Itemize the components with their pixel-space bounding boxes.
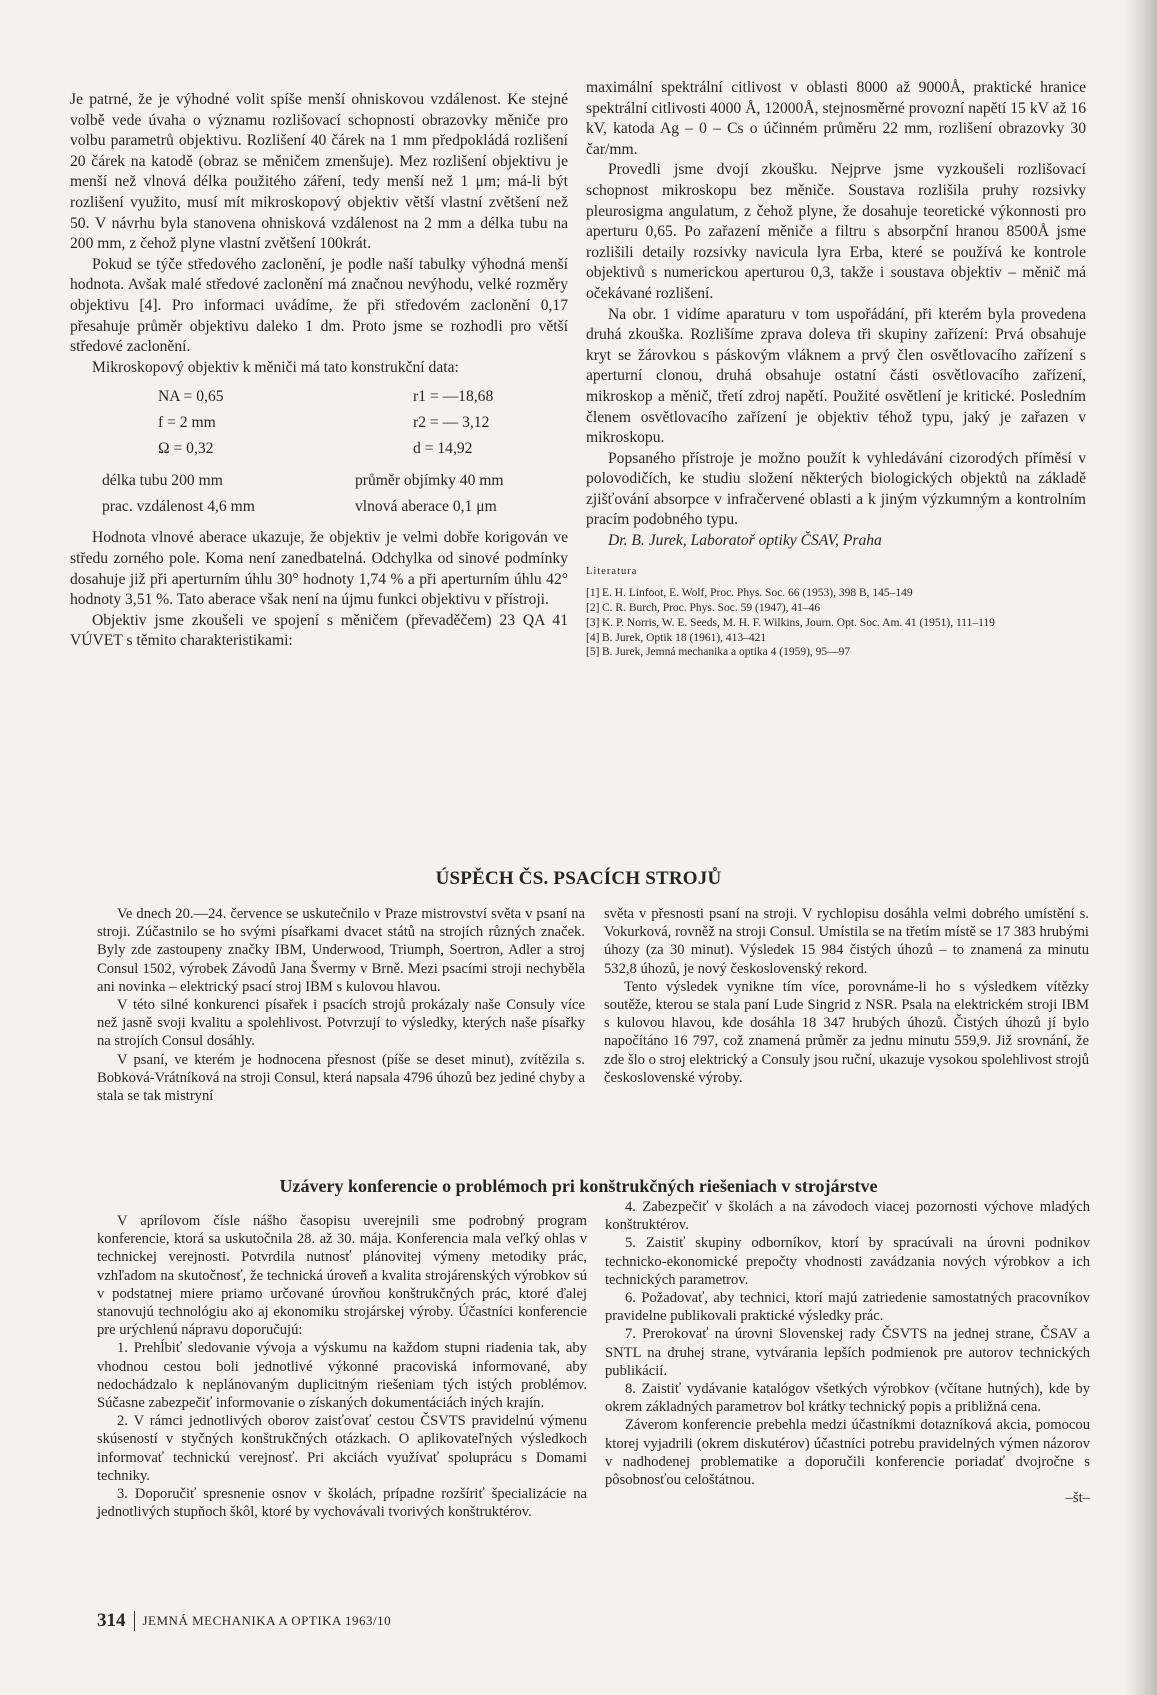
formula-d: d = 14,92 [413, 440, 473, 458]
paragraph: Ve dnech 20.—24. července se uskutečnilo v Praze mistrovství světa v psaní na stroji. Zúčastnilo se ho svými písařkami dvacet států na strojích různých značek. Byly zde zastoupeny značky IBM, Underwood, Triumph, Soertron, Adler a stroj Consul 1502, výrobek Závodů Jana Švermy v Brně. Mezi psacími stroji nechyběla ani novinka – elektrický psací stroj IBM s kulovou hlavou. [97, 906, 585, 995]
paragraph: 2. V rámci jednotlivých oborov zaisťovať cestou ČSVTS pravidelnú výmenu skúseností v styčných konštrukčných otázkach. O aplikovateľných výsledkoch informovať technickú verejnosť. Pri akciách využívať spoluprácu s Domami techniky. [97, 1413, 587, 1484]
working-distance: prac. vzdálenost 4,6 mm [102, 498, 255, 516]
reference-item: [2] C. R. Burch, Proc. Phys. Soc. 59 (1947), 41–46 [586, 602, 821, 615]
conference-right-column [605, 1198, 1090, 1507]
paragraph: V psaní, ve kterém je hodnocena přesnost (píše se deset minut), zvítězila s. Bobková-Vrátníková na stroji Consul, která napsala 4796 úhozů bez jediné chyby a stala se tak mistryní [97, 1051, 585, 1105]
reference-item: [3] K. P. Norris, W. E. Seeds, M. H. F. Wilkins, Journ. Opt. Soc. Am. 41 (1951), 111–119 [586, 616, 995, 629]
reference-item: [5] B. Jurek, Jemná mechanika a optika 4 (1959), 95—97 [586, 646, 851, 659]
typewriters-left-column [97, 905, 585, 1105]
formula-r2: r2 = — 3,12 [413, 414, 490, 432]
journal-name: JEMNÁ MECHANIKA A OPTIKA 1963/10 [142, 1613, 392, 1628]
page-footer [97, 1610, 391, 1632]
formula-na: NA = 0,65 [158, 388, 224, 406]
paragraph: 7. Prerokovať na úrovni Slovenskej rady ČSVTS na jednej strane, ČSAV a SNTL na druhej strane, vytvárania lepších podmienok pre autorov technických publikácií. [605, 1326, 1090, 1379]
author-signature: –št– [1065, 1490, 1090, 1507]
paragraph: Popsaného přístroje je možno použít k vyhledávání cizorodých příměsí v polovodičích, ke studiu složení některých biologických objektů na základě zjišťování absorpce v infračervené oblasti a k jiným výzkumným a kontrolním pracím podobného typu. [586, 449, 1086, 529]
formula-f: f = 2 mm [158, 414, 216, 432]
paragraph: V této silné konkurenci písařek i psacích strojů prokázaly naše Consuly více než jasně svoji kvalitu a spolehlivost. Potvrzují to výsledky, kterých naše písařky na strojích Consul dosáhly. [97, 997, 585, 1050]
reference-list [586, 586, 1086, 660]
wave-aberration: vlnová aberace 0,1 μm [355, 498, 497, 516]
page-edge-shadow [1125, 0, 1157, 1695]
paragraph: Provedli jsme dvojí zkoušku. Nejprve jsme vyzkoušeli rozlišovací schopnost mikroskopu bez měniče. Soustava rozlišila pruhy rozsivky pleurosigma angulatum, z čehož plyne, že dosahuje teoretické výkonnosti pro aperturu 0,65. Po zařazení měniče a filtru s absorpční hranou 8500Å jsme rozlišili detaily rozsivky navicula lyra Erba, které se používá ke kontrole objektivů s numerickou aperturou 0,3, takže i soustava objektiv – měnič má očekávané rozlišení. [586, 161, 1086, 302]
author-signature: Dr. B. Jurek, Laboratoř optiky ČSAV, Praha [608, 532, 882, 550]
article-title-typewriters: ÚSPĚCH ČS. PSACÍCH STROJŮ [435, 868, 722, 889]
paragraph: Pokud se týče středového zaclonění, je podle naší tabulky výhodná menší hodnota. Avšak malé středové zaclonění má značnou nevýhodu, velké rozměry objektivu [4]. Pro informaci uvádíme, že při středovém zaclonění 0,17 přesahuje průměr objektivu daleko 1 dm. Proto jsme se rozhodli pro větší středové zaclonění. [70, 255, 568, 356]
paragraph: 8. Zaistiť vydávanie katalógov všetkých výrobkov (včítane hutných), kde by okrem základných parametrov bol krátky technický popis a približná cena. [605, 1381, 1090, 1416]
paragraph: Na obr. 1 vidíme aparaturu v tom uspořádání, při kterém byla provedena druhá zkouška. Rozlišíme zprava doleva tři skupiny zařízení: Prvá obsahuje kryt se žárovkou s páskovým vláknem a prvý člen osvětlovacího zařízení s aperturní clonou, druhá obsahuje ostatní části osvětlovacího zařízení, mikroskop a měnič, třetí zdroj napětí. Použité osvětlení je kritické. Posledním členem osvětlovacího zařízení je objektiv téhož typu, jaký je zařazen v mikroskopu. [586, 305, 1086, 447]
article-title-conference: Uzávery konferencie o problémoch pri konštrukčných riešeniach v strojárstve [279, 1176, 878, 1196]
reference-item: [4] B. Jurek, Optik 18 (1961), 413–421 [586, 631, 767, 644]
paragraph: světa v přesnosti psaní na stroji. V rychlopisu dosáhla velmi dobrého umístění s. Vokurková, rovněž na stroji Consul. Umístila se na třetím místě se 17 383 hrubými úhozy (za 30 minut). Výsledek 15 984 čistých úhozů – to znamená za minutu 532,8 úhozů, je nový československý rekord. [604, 906, 1089, 977]
paragraph: Hodnota vlnové aberace ukazuje, že objektiv je velmi dobře korigován ve středu zorného pole. Koma není zanedbatelná. Odchylka od sinové podmínky dosahuje již při aperturním úhlu 30° hodnoty 1,74 % a při aperturním úhlu 42° hodnoty 3,51 %. Tato aberace však není na újmu funkci objektivu v přístroji. [70, 529, 568, 609]
formula-omega: Ω = 0,32 [158, 440, 214, 458]
tube-length: délka tubu 200 mm [102, 472, 223, 490]
objective-data-table [70, 384, 568, 520]
paragraph: 6. Požadovať, aby technici, ktorí majú zatriedenie samostatných pracovníkov pravidelne publikovali praktické výsledky prác. [605, 1290, 1090, 1325]
paragraph: V aprílovom čísle nášho časopisu uverejnili sme podrobný program konferencie, ktorá sa uskutočnila 28. až 30. mája. Konferencia mala veľký ohlas v technickej verejnosti. Potvrdila nutnosť plánovitej výmeny metodiky prác, vzhľadom na skutočnosť, že technická úroveň a kvalita strojárenských výrobkov sú v podstatnej miere priamo určované úrovňou konštrukčných prác, ktoré ďalej stanovujú technológiu ako aj ekonomiku strojárskej výroby. Účastníci konferencie pre urýchlenú nápravu doporučujú: [97, 1213, 587, 1339]
paragraph: 1. Prehĺbiť sledovanie vývoja a výskumu na každom stupni riadenia tak, aby vhodnou cestou boli jednotlivé výkonné pracoviská informované, aby nedochádzalo k neplánovaným duplicitným riešeniam tých istých problémov. Súčasne zabezpečiť informovanie o získaných dokumentáciách iných krajín. [97, 1340, 587, 1412]
paragraph: maximální spektrální citlivost v oblasti 8000 až 9000Å, praktické hranice spektrální citlivosti 4000 Å, 12000Å, stejnosměrné provozní napětí 15 kV až 16 kV, katoda Ag – 0 – Cs o účinném průměru 22 mm, rozlišení obrazovky 30 čar/mm. [586, 79, 1086, 158]
right-column [586, 78, 1086, 660]
paragraph: Mikroskopový objektiv k měniči má tato konstrukční data: [92, 358, 459, 376]
paragraph: Tento výsledek vynikne tím více, porovnáme-li ho s výsledkem vítězky soutěže, kterou se stala paní Lude Singrid z NSR. Psala na elektrickém stroji IBM s kulovou hlavou, kde dosáhla 18 347 hrubých úhozů. Čistých úhozů jí bylo napočítáno 16 797, což znamená průměr za jednu minutu 559,9. Již srovnání, že zde šlo o stroj elektrický a Consuly jsou ruční, ukazuje vysokou spolehlivost strojů československé výroby. [604, 978, 1089, 1086]
mount-diameter: průměr objímky 40 mm [355, 472, 504, 490]
formula-r1: r1 = —18,68 [413, 388, 494, 406]
paragraph: 5. Zaistiť skupiny odborníkov, ktorí by spracúvali na úrovni podnikov technicko-ekonomické prepočty vhodnosti zavádzania nových výrobkov a ich technických parametrov. [605, 1235, 1090, 1288]
typewriters-right-column [604, 905, 1089, 1087]
paragraph: Objektiv jsme zkoušeli ve spojení s měničem (převaděčem) 23 QA 41 VÚVET s těmito charakteristikami: [70, 611, 568, 650]
paragraph: Je patrné, že je výhodné volit spíše menší ohniskovou vzdálenost. Ke stejné volbě vede úvaha o významu rozlišovací schopnosti obrazovky měniče pro volbu parametrů objektivu. Rozlišení 40 čárek na 1 mm předpokládá rozlišení 20 čárek na katodě (obraz se měničem zmenšuje). Mez rozlišení objektivu je menší než vlnová délka použitého záření, tedy menší než 1 μm; má-li být rozlišení využito, musí mít mikroskopový objektiv větší vlastní zvětšení než 50. V návrhu byla stanovena ohnisková vzdálenost na 2 mm a délka tubu na 200 mm, z čehož plyne vlastní zvětšení 100krát. [70, 91, 568, 253]
conference-left-column [97, 1212, 587, 1521]
paragraph: 3. Doporučiť spresnenie osnov v školách, prípadne rozšíriť špecializácie na jednotlivých stupňoch škôl, ktoré by vychovávali tvorivých konštruktérov. [97, 1486, 587, 1521]
literature-heading: Literatura [586, 565, 638, 577]
paragraph: Záverom konferencie prebehla medzi účastníkmi dotazníková akcia, pomocou ktorej vyjadrili (okrem diskutérov) účastníci potrebu pravidelných výmen názorov v nadhodenej problematike a doporučili konferencie poriadať dvojročne s pôsobnosťou celoštátnou. [605, 1417, 1090, 1489]
reference-item: [1] E. H. Linfoot, E. Wolf, Proc. Phys. Soc. 66 (1953), 398 B, 145–149 [586, 587, 913, 600]
left-column [70, 90, 568, 652]
paragraph: 4. Zabezpečiť v školách a na závodoch viacej pozornosti výchove mladých konštruktérov. [605, 1199, 1090, 1234]
page-number: 314 [97, 1610, 126, 1631]
footer-divider [134, 1611, 135, 1631]
